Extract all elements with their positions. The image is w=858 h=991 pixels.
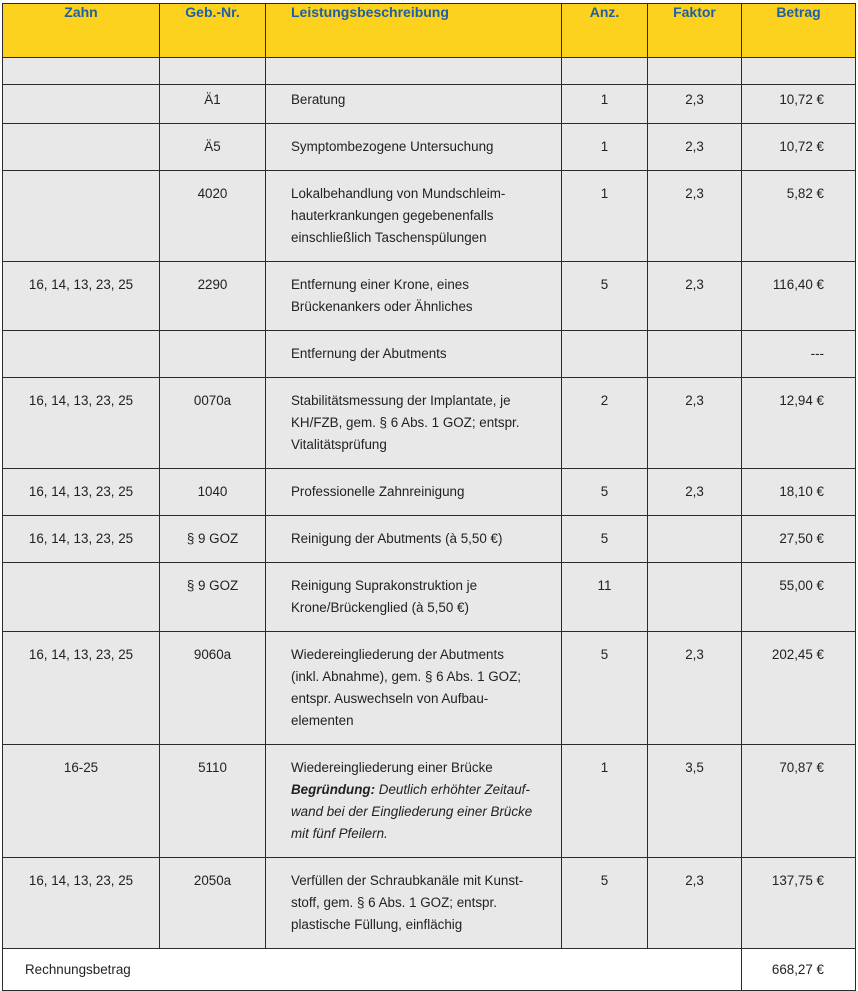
cell-betrag: 12,94 € <box>742 378 856 469</box>
cell-betrag: 55,00 € <box>742 563 856 632</box>
cell-anzahl: 5 <box>562 632 648 745</box>
cell-betrag: 10,72 € <box>742 85 856 124</box>
table-row <box>3 469 856 516</box>
cell-leistungsbeschreibung <box>266 171 562 262</box>
table-row <box>3 516 856 563</box>
cell-zahn: 16, 14, 13, 23, 25 <box>3 378 160 469</box>
cell-zahn <box>3 124 160 171</box>
description-line: (inkl. Abnahme), gem. § 6 Abs. 1 GOZ; <box>291 669 521 684</box>
description-line: stoff, gem. § 6 Abs. 1 GOZ; entspr. <box>291 895 497 910</box>
table-header-row <box>3 4 856 58</box>
cell-geb-nr: 2290 <box>160 262 266 331</box>
table-row <box>3 262 856 331</box>
invoice-table <box>2 3 856 991</box>
cell-geb-nr: 2050a <box>160 858 266 949</box>
justification-text <box>291 779 551 845</box>
spacer-cell <box>648 58 742 85</box>
cell-leistungsbeschreibung <box>266 262 562 331</box>
cell-leistungsbeschreibung <box>266 469 562 516</box>
header-betrag: Betrag <box>742 4 856 58</box>
cell-geb-nr: § 9 GOZ <box>160 516 266 563</box>
table-row <box>3 745 856 858</box>
table-row <box>3 378 856 469</box>
description-line: Krone/Brückenglied (à 5,50 €) <box>291 600 469 615</box>
cell-faktor: 2,3 <box>648 124 742 171</box>
description-line: Entfernung der Abutments <box>291 346 447 361</box>
cell-anzahl: 5 <box>562 858 648 949</box>
cell-anzahl: 1 <box>562 124 648 171</box>
cell-anzahl <box>562 331 648 378</box>
description-line: Stabilitätsmessung der Implantate, je <box>291 393 511 408</box>
cell-betrag: 18,10 € <box>742 469 856 516</box>
header-anzahl: Anz. <box>562 4 648 58</box>
spacer-cell <box>562 58 648 85</box>
cell-faktor: 3,5 <box>648 745 742 858</box>
cell-faktor: 2,3 <box>648 632 742 745</box>
cell-leistungsbeschreibung <box>266 745 562 858</box>
table-row <box>3 632 856 745</box>
cell-zahn <box>3 171 160 262</box>
cell-zahn: 16, 14, 13, 23, 25 <box>3 469 160 516</box>
justification-label: Begründung: <box>291 782 376 797</box>
cell-anzahl: 5 <box>562 516 648 563</box>
cell-faktor: 2,3 <box>648 469 742 516</box>
cell-anzahl: 1 <box>562 171 648 262</box>
cell-anzahl: 2 <box>562 378 648 469</box>
description-line: hauterkrankungen gegebenenfalls <box>291 208 494 223</box>
cell-anzahl: 1 <box>562 745 648 858</box>
cell-zahn: 16, 14, 13, 23, 25 <box>3 516 160 563</box>
cell-faktor: 2,3 <box>648 171 742 262</box>
cell-betrag: --- <box>742 331 856 378</box>
cell-betrag: 116,40 € <box>742 262 856 331</box>
cell-leistungsbeschreibung <box>266 124 562 171</box>
table-row <box>3 171 856 262</box>
spacer-cell <box>742 58 856 85</box>
cell-zahn: 16, 14, 13, 23, 25 <box>3 858 160 949</box>
description-line: Brückenankers oder Ähnliches <box>291 299 473 314</box>
cell-zahn <box>3 85 160 124</box>
description-line: Wiedereingliederung einer Brücke <box>291 760 493 775</box>
cell-leistungsbeschreibung <box>266 632 562 745</box>
description-line: Reinigung der Abutments (à 5,50 €) <box>291 531 503 546</box>
cell-leistungsbeschreibung <box>266 331 562 378</box>
cell-geb-nr: 4020 <box>160 171 266 262</box>
cell-geb-nr: 5110 <box>160 745 266 858</box>
description-line: Verfüllen der Schraubkanäle mit Kunst- <box>291 873 524 888</box>
cell-betrag: 10,72 € <box>742 124 856 171</box>
spacer-row <box>3 58 856 85</box>
total-label: Rechnungsbetrag <box>3 949 742 991</box>
cell-leistungsbeschreibung <box>266 858 562 949</box>
cell-betrag: 5,82 € <box>742 171 856 262</box>
description-line: Wiedereingliederung der Abutments <box>291 647 504 662</box>
description-line: Beratung <box>291 92 346 107</box>
cell-faktor: 2,3 <box>648 858 742 949</box>
cell-leistungsbeschreibung <box>266 378 562 469</box>
total-amount: 668,27 € <box>742 949 856 991</box>
cell-anzahl: 5 <box>562 262 648 331</box>
cell-faktor <box>648 331 742 378</box>
cell-faktor: 2,3 <box>648 378 742 469</box>
description-line: Vitalitätsprüfung <box>291 437 387 452</box>
header-faktor: Faktor <box>648 4 742 58</box>
cell-anzahl: 5 <box>562 469 648 516</box>
description-line: Symptombezogene Untersuchung <box>291 139 494 154</box>
cell-betrag: 27,50 € <box>742 516 856 563</box>
table-row <box>3 85 856 124</box>
cell-faktor <box>648 563 742 632</box>
cell-faktor: 2,3 <box>648 262 742 331</box>
spacer-cell <box>266 58 562 85</box>
cell-zahn: 16, 14, 13, 23, 25 <box>3 632 160 745</box>
header-zahn: Zahn <box>3 4 160 58</box>
cell-betrag: 137,75 € <box>742 858 856 949</box>
table-row <box>3 124 856 171</box>
cell-zahn: 16-25 <box>3 745 160 858</box>
table-row <box>3 858 856 949</box>
header-geb-nr: Geb.-Nr. <box>160 4 266 58</box>
cell-geb-nr <box>160 331 266 378</box>
cell-geb-nr: Ä1 <box>160 85 266 124</box>
justification-line: Deutlich erhöhter Zeitauf- <box>375 782 530 797</box>
description-line: elementen <box>291 713 354 728</box>
description-line: Lokalbehandlung von Mundschleim- <box>291 186 506 201</box>
cell-geb-nr: Ä5 <box>160 124 266 171</box>
description-line: einschließlich Taschenspülungen <box>291 230 487 245</box>
spacer-cell <box>3 58 160 85</box>
cell-faktor <box>648 516 742 563</box>
cell-zahn: 16, 14, 13, 23, 25 <box>3 262 160 331</box>
description-line: Entfernung einer Krone, eines <box>291 277 469 292</box>
justification-line: mit fünf Pfeilern. <box>291 826 388 841</box>
invoice-table-wrapper <box>2 3 855 991</box>
spacer-cell <box>160 58 266 85</box>
cell-leistungsbeschreibung <box>266 85 562 124</box>
cell-anzahl: 11 <box>562 563 648 632</box>
cell-geb-nr: 9060a <box>160 632 266 745</box>
total-row <box>3 949 856 991</box>
cell-betrag: 202,45 € <box>742 632 856 745</box>
cell-zahn <box>3 331 160 378</box>
description-line: Professionelle Zahnreinigung <box>291 484 465 499</box>
cell-geb-nr: 0070a <box>160 378 266 469</box>
cell-leistungsbeschreibung <box>266 516 562 563</box>
cell-zahn <box>3 563 160 632</box>
description-line: plastische Füllung, einflächig <box>291 917 463 932</box>
cell-faktor: 2,3 <box>648 85 742 124</box>
description-line: KH/FZB, gem. § 6 Abs. 1 GOZ; entspr. <box>291 415 520 430</box>
cell-leistungsbeschreibung <box>266 563 562 632</box>
description-line: entspr. Auswechseln von Aufbau- <box>291 691 489 706</box>
table-row <box>3 563 856 632</box>
cell-anzahl: 1 <box>562 85 648 124</box>
cell-geb-nr: § 9 GOZ <box>160 563 266 632</box>
justification-line: wand bei der Eingliederung einer Brücke <box>291 804 533 819</box>
header-leistungsbeschreibung: Leistungsbeschreibung <box>266 4 562 58</box>
description-line: Reinigung Suprakonstruktion je <box>291 578 478 593</box>
cell-geb-nr: 1040 <box>160 469 266 516</box>
table-row <box>3 331 856 378</box>
cell-betrag: 70,87 € <box>742 745 856 858</box>
